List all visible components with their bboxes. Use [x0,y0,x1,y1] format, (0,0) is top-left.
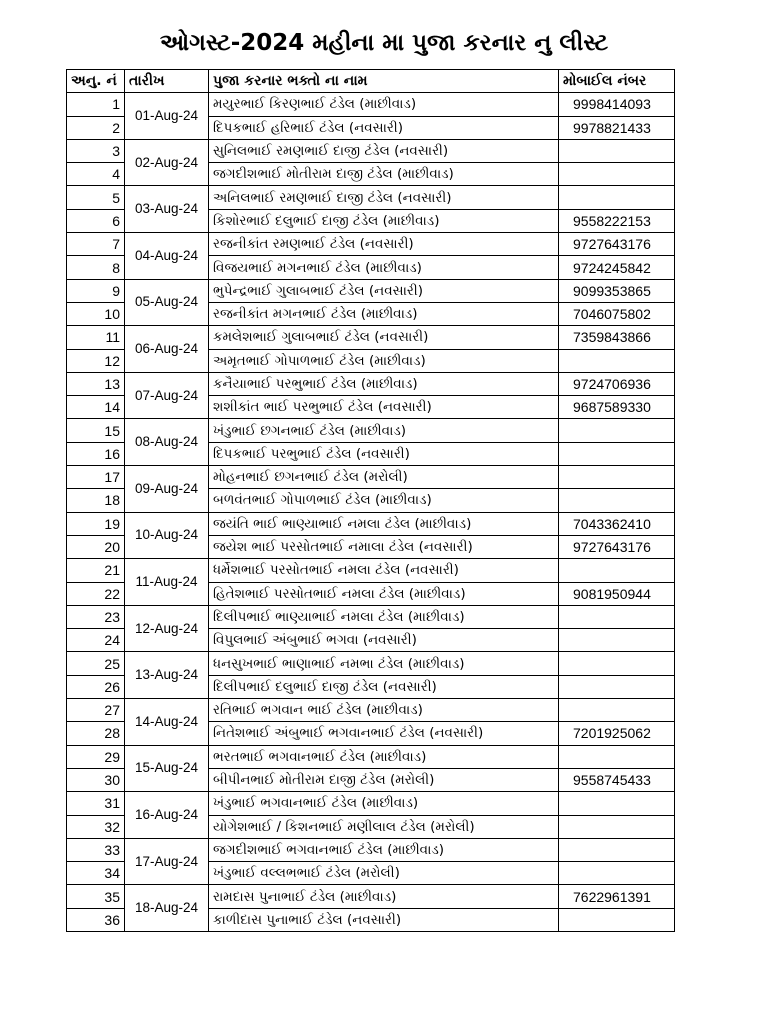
mobile-number-cell [559,838,675,861]
devotee-name-cell: જગદીશભાઈ મોતીરામ દાજી ટંડેલ (માછીવાડ) [209,163,559,186]
mobile-number-cell [559,163,675,186]
mobile-number-cell: 9724706936 [559,372,675,395]
date-cell: 09-Aug-24 [125,466,209,513]
mobile-number-cell [559,908,675,931]
date-cell: 12-Aug-24 [125,605,209,652]
serial-number-cell: 27 [67,699,125,722]
table-row [67,372,675,395]
devotee-name-cell: ભરતભાઈ ભગવાનભાઈ ટંડેલ (માછીવાડ) [209,745,559,768]
serial-number-cell: 4 [67,163,125,186]
mobile-number-cell [559,745,675,768]
mobile-number-cell: 7043362410 [559,512,675,535]
date-cell: 07-Aug-24 [125,372,209,419]
mobile-number-cell: 7359843866 [559,326,675,349]
table-row [67,279,675,302]
table-row [67,605,675,628]
devotee-name-cell: દિલીપભાઈ ભાણ્યાભાઈ નમલા ટંડેલ (માછીવાડ) [209,605,559,628]
mobile-number-cell [559,629,675,652]
header-date: તારીખ [125,70,209,93]
devotee-name-cell: વિજયભાઈ મગનભાઈ ટંડેલ (માછીવાડ) [209,256,559,279]
table-row [67,139,675,162]
table-row [67,419,675,442]
header-serial-number: અનુ. નં [67,70,125,93]
mobile-number-cell [559,466,675,489]
serial-number-cell: 3 [67,139,125,162]
devotee-name-cell: ભુપેન્દ્રભાઈ ગુલાબભાઈ ટંડેલ (નવસારી) [209,279,559,302]
mobile-number-cell: 9099353865 [559,279,675,302]
serial-number-cell: 36 [67,908,125,931]
devotee-name-cell: દિપકભાઈ પરભુભાઈ ટંડેલ (નવસારી) [209,442,559,465]
serial-number-cell: 25 [67,652,125,675]
mobile-number-cell [559,792,675,815]
mobile-number-cell [559,139,675,162]
date-cell: 02-Aug-24 [125,139,209,186]
serial-number-cell: 29 [67,745,125,768]
mobile-number-cell [559,442,675,465]
devotee-name-cell: જયંતિ ભાઈ ભાણ્યાભાઈ નમલા ટંડેલ (માછીવાડ) [209,512,559,535]
serial-number-cell: 1 [67,93,125,116]
serial-number-cell: 24 [67,629,125,652]
devotee-name-cell: બીપીનભાઈ મોતીરામ દાજી ટંડેલ (મરોલી) [209,768,559,791]
date-cell: 13-Aug-24 [125,652,209,699]
table-row [67,699,675,722]
mobile-number-cell: 9724245842 [559,256,675,279]
devotee-name-cell: શશીકાંત ભાઈ પરભુભાઈ ટંડેલ (નવસારી) [209,396,559,419]
mobile-number-cell: 9081950944 [559,582,675,605]
date-cell: 05-Aug-24 [125,279,209,326]
mobile-number-cell [559,186,675,209]
date-cell: 10-Aug-24 [125,512,209,559]
date-cell: 16-Aug-24 [125,792,209,839]
mobile-number-cell: 7046075802 [559,302,675,325]
devotee-name-cell: કમલેશભાઈ ગુલાબભાઈ ટંડેલ (નવસારી) [209,326,559,349]
serial-number-cell: 9 [67,279,125,302]
devotee-name-cell: વિપુલભાઈ અંબુભાઈ ભગવા (નવસારી) [209,629,559,652]
mobile-number-cell: 9998414093 [559,93,675,116]
table-row [67,512,675,535]
devotee-name-cell: ધર્મેશભાઈ પરસોતભાઈ નમલા ટંડેલ (નવસારી) [209,559,559,582]
table-row [67,326,675,349]
serial-number-cell: 10 [67,302,125,325]
serial-number-cell: 21 [67,559,125,582]
mobile-number-cell [559,815,675,838]
table-row [67,466,675,489]
table-row [67,745,675,768]
serial-number-cell: 14 [67,396,125,419]
devotee-name-cell: ખંડુભાઈ છગનભાઈ ટંડેલ (માછીવાડ) [209,419,559,442]
devotee-name-cell: યોગેશભાઈ / કિશનભાઈ મણીલાલ ટંડેલ (મરોલી) [209,815,559,838]
mobile-number-cell [559,699,675,722]
serial-number-cell: 16 [67,442,125,465]
devotee-name-cell: ખંડુભાઈ ભગવાનભાઈ ટંડેલ (માછીવાડ) [209,792,559,815]
mobile-number-cell [559,559,675,582]
devotee-name-cell: જગદીશભાઈ ભગવાનભાઈ ટંડેલ (માછીવાડ) [209,838,559,861]
date-cell: 01-Aug-24 [125,93,209,140]
table-header-row [67,70,675,93]
serial-number-cell: 30 [67,768,125,791]
date-cell: 15-Aug-24 [125,745,209,792]
mobile-number-cell [559,675,675,698]
devotee-name-cell: કાળીદાસ પુનાભાઈ ટંડેલ (નવસારી) [209,908,559,931]
mobile-number-cell [559,862,675,885]
serial-number-cell: 22 [67,582,125,605]
devotee-name-cell: હિતેશભાઈ પરસોતભાઈ નમલા ટંડેલ (માછીવાડ) [209,582,559,605]
mobile-number-cell: 9558222153 [559,209,675,232]
serial-number-cell: 31 [67,792,125,815]
mobile-number-cell [559,489,675,512]
serial-number-cell: 8 [67,256,125,279]
date-cell: 06-Aug-24 [125,326,209,373]
serial-number-cell: 7 [67,233,125,256]
devotee-name-cell: રતિભાઈ ભગવાન ભાઈ ટંડેલ (માછીવાડ) [209,699,559,722]
table-row [67,885,675,908]
header-mobile-number: મોબાઈલ નંબર [559,70,675,93]
mobile-number-cell: 9558745433 [559,768,675,791]
mobile-number-cell [559,652,675,675]
mobile-number-cell: 7201925062 [559,722,675,745]
devotee-name-cell: ખંડુભાઈ વલ્લભભાઈ ટંડેલ (મરોલી) [209,862,559,885]
mobile-number-cell [559,419,675,442]
serial-number-cell: 13 [67,372,125,395]
date-cell: 14-Aug-24 [125,699,209,746]
table-row [67,186,675,209]
table-row [67,792,675,815]
serial-number-cell: 20 [67,535,125,558]
serial-number-cell: 26 [67,675,125,698]
puja-list-table [66,69,675,932]
devotee-name-cell: દિલીપભાઈ દલુભાઈ દાજી ટંડેલ (નવસારી) [209,675,559,698]
devotee-name-cell: ધનસુખભાઈ ભાણાભાઈ નમભા ટંડેલ (માછીવાડ) [209,652,559,675]
table-body [67,93,675,932]
serial-number-cell: 12 [67,349,125,372]
serial-number-cell: 35 [67,885,125,908]
devotee-name-cell: બળવંતભાઈ ગોપાળભાઈ ટંડેલ (માછીવાડ) [209,489,559,512]
table-row [67,652,675,675]
date-cell: 17-Aug-24 [125,838,209,885]
devotee-name-cell: અમૃતભાઈ ગોપાળભાઈ ટંડેલ (માછીવાડ) [209,349,559,372]
mobile-number-cell [559,349,675,372]
mobile-number-cell: 7622961391 [559,885,675,908]
serial-number-cell: 17 [67,466,125,489]
devotee-name-cell: નિતેશભાઈ અંબુભાઈ ભગવાનભાઈ ટંડેલ (નવસારી) [209,722,559,745]
mobile-number-cell: 9727643176 [559,233,675,256]
table-row [67,838,675,861]
serial-number-cell: 23 [67,605,125,628]
devotee-name-cell: રજનીકાંત રમણભાઈ ટંડેલ (નવસારી) [209,233,559,256]
mobile-number-cell: 9687589330 [559,396,675,419]
devotee-name-cell: અનિલભાઈ રમણભાઈ દાજી ટંડેલ (નવસારી) [209,186,559,209]
serial-number-cell: 28 [67,722,125,745]
serial-number-cell: 32 [67,815,125,838]
table-row [67,93,675,116]
date-cell: 04-Aug-24 [125,233,209,280]
date-cell: 11-Aug-24 [125,559,209,606]
serial-number-cell: 15 [67,419,125,442]
serial-number-cell: 2 [67,116,125,139]
header-devotee-name: પુજા કરનાર ભક્તો ના નામ [209,70,559,93]
devotee-name-cell: જયેશ ભાઈ પરસોતભાઈ નમાલા ટંડેલ (નવસારી) [209,535,559,558]
date-cell: 18-Aug-24 [125,885,209,932]
serial-number-cell: 18 [67,489,125,512]
mobile-number-cell: 9727643176 [559,535,675,558]
date-cell: 03-Aug-24 [125,186,209,233]
serial-number-cell: 5 [67,186,125,209]
devotee-name-cell: કનૈયાભાઈ પરભુભાઈ ટંડેલ (માછીવાડ) [209,372,559,395]
serial-number-cell: 11 [67,326,125,349]
page-title: ઓગસ્ટ-2024 મહીના મા પુજા કરનાર નુ લીસ્ટ [159,30,609,56]
serial-number-cell: 34 [67,862,125,885]
devotee-name-cell: કિશોરભાઈ દલુભાઈ દાજી ટંડેલ (માછીવાડ) [209,209,559,232]
devotee-name-cell: સુનિલભાઈ રમણભાઈ દાજી ટંડેલ (નવસારી) [209,139,559,162]
serial-number-cell: 19 [67,512,125,535]
date-cell: 08-Aug-24 [125,419,209,466]
devotee-name-cell: મયુરભાઈ કિરણભાઈ ટંડેલ (માછીવાડ) [209,93,559,116]
mobile-number-cell [559,605,675,628]
devotee-name-cell: રામદાસ પુનાભાઈ ટંડેલ (માછીવાડ) [209,885,559,908]
serial-number-cell: 33 [67,838,125,861]
devotee-name-cell: મોહનભાઈ છગનભાઈ ટંડેલ (મરોલી) [209,466,559,489]
table-row [67,559,675,582]
devotee-name-cell: રજનીકાંત મગનભાઈ ટંડેલ (માછીવાડ) [209,302,559,325]
serial-number-cell: 6 [67,209,125,232]
table-row [67,233,675,256]
devotee-name-cell: દિપકભાઈ હરિભાઈ ટંડેલ (નવસારી) [209,116,559,139]
mobile-number-cell: 9978821433 [559,116,675,139]
